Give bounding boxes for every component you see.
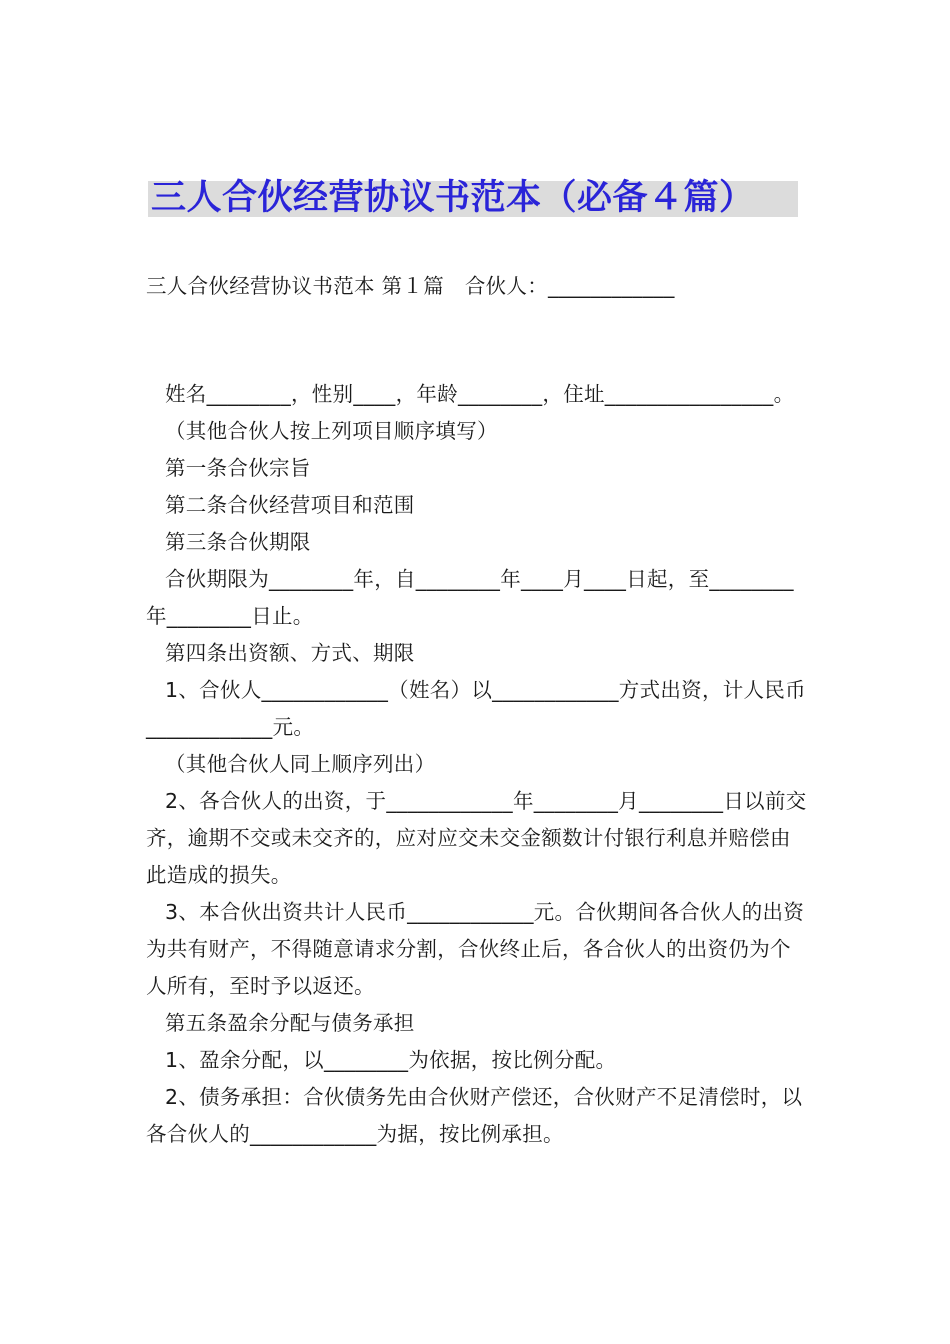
paragraph-note-same-order: （其他合伙人同上顺序列出） [165, 752, 436, 776]
paragraph-debt-liability: 2、债务承担：合伙债务先由合伙财产偿还，合伙财产不足清偿时，以各合伙人的____________为据，按比例承担。 [146, 1085, 803, 1146]
paragraph-note-order: （其他合伙人按上列项目顺序填写） [165, 419, 498, 443]
document-title-block [148, 178, 798, 218]
paragraph-contribution-2: 2、各合伙人的出资，于____________年________月________日以前交齐，逾期不交或未交齐的，应对应交未交金额数计付银行利息并赔偿由此造成的损失。 [146, 789, 807, 887]
paragraph-name-fields: 姓名________，性别____，年龄________，住址________________。 [165, 382, 795, 406]
paragraph-contribution-3: 3、本合伙出资共计人民币____________元。合伙期间各合伙人的出资为共有财产，不得随意请求分割，合伙终止后，各合伙人的出资仍为个人所有，至时予以返还。 [146, 900, 805, 998]
paragraph-profit-distribution: 1、盈余分配，以________为依据，按比例分配。 [165, 1048, 617, 1072]
paragraph-term: 合伙期限为________年，自________年____月____日起，至________年________日止。 [146, 567, 794, 628]
article-2-heading: 第二条合伙经营项目和范围 [165, 493, 415, 517]
article-3-heading: 第三条合伙期限 [165, 530, 311, 554]
paragraph-contribution-1: 1、合伙人____________（姓名）以____________方式出资，计人民币____________元。 [146, 678, 806, 739]
document-title: 三人合伙经营协议书范本（必备４篇） [151, 178, 755, 218]
article-1-heading: 第一条合伙宗旨 [165, 456, 311, 480]
article-4-heading: 第四条出资额、方式、期限 [165, 641, 415, 665]
article-5-heading: 第五条盈余分配与债务承担 [165, 1011, 415, 1035]
lead-line: 三人合伙经营协议书范本 第１篇 合伙人：____________ [146, 274, 675, 298]
document-body [146, 376, 810, 1153]
